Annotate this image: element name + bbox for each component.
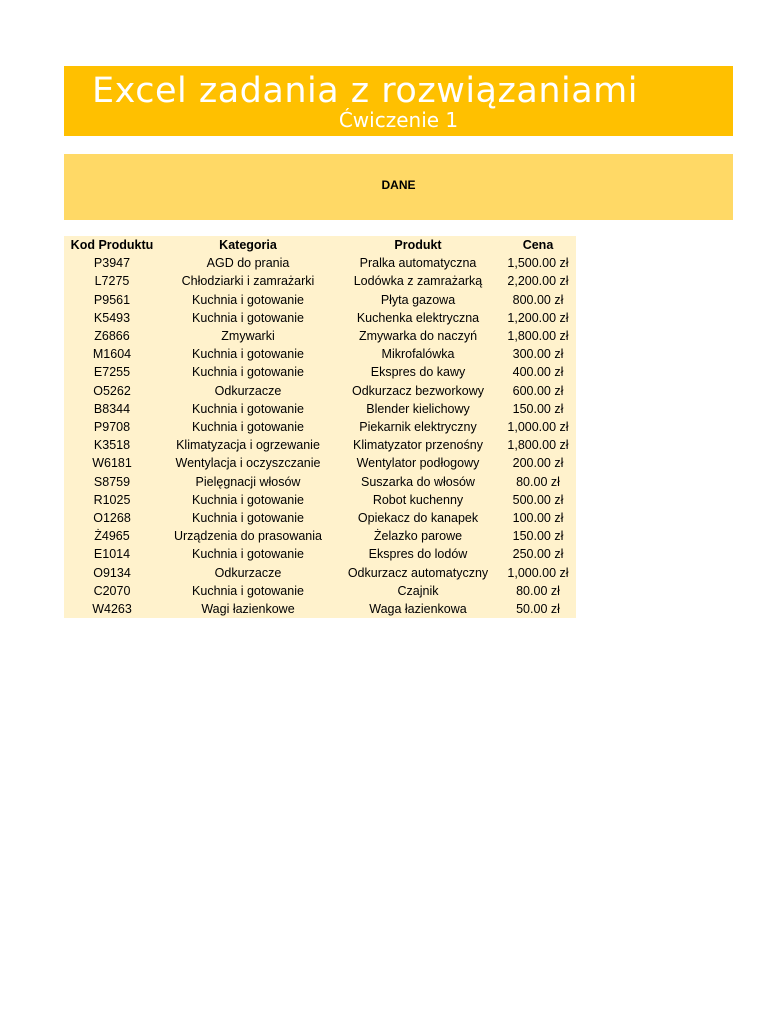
cell-cena[interactable]: 800.00 zł	[512, 292, 564, 307]
cell-kod[interactable]: K5493	[93, 310, 131, 325]
table-row	[64, 272, 576, 290]
table-row	[64, 436, 576, 454]
cell-cena[interactable]: 200.00 zł	[512, 456, 564, 471]
cell-produkt[interactable]: Suszarka do włosów	[361, 474, 475, 489]
cell-produkt[interactable]: Ekspres do lodów	[368, 547, 468, 562]
cell-kategoria[interactable]: Odkurzacze	[214, 565, 282, 580]
cell-cena[interactable]: 1,500.00 zł	[507, 256, 569, 271]
cell-kod[interactable]: L7275	[94, 274, 130, 289]
table-row	[64, 473, 576, 491]
cell-cena[interactable]: 400.00 zł	[512, 365, 564, 380]
cell-kod[interactable]: O1268	[93, 511, 131, 526]
table-row	[64, 309, 576, 327]
title-banner	[64, 66, 733, 136]
cell-kod[interactable]: W6181	[92, 456, 132, 471]
cell-kategoria[interactable]: Kuchnia i gotowanie	[192, 365, 304, 380]
table-row	[64, 254, 576, 272]
cell-cena[interactable]: 1,200.00 zł	[507, 310, 569, 325]
cell-kod[interactable]: W4263	[92, 602, 132, 617]
table-row	[64, 582, 576, 600]
cell-kategoria[interactable]: Wagi łazienkowe	[201, 602, 295, 617]
cell-produkt[interactable]: Piekarnik elektryczny	[359, 420, 477, 435]
table-row	[64, 327, 576, 345]
cell-kod[interactable]: Ż4965	[94, 529, 130, 544]
table-row	[64, 291, 576, 309]
cell-cena[interactable]: 250.00 zł	[512, 547, 564, 562]
column-header-produkt[interactable]: Produkt	[394, 238, 442, 252]
cell-kategoria[interactable]: Zmywarki	[221, 329, 275, 344]
section-banner	[64, 154, 733, 220]
cell-kategoria[interactable]: Kuchnia i gotowanie	[192, 492, 304, 507]
cell-cena[interactable]: 1,800.00 zł	[507, 438, 569, 453]
cell-produkt[interactable]: Mikrofalówka	[381, 347, 455, 362]
cell-kod[interactable]: O9134	[93, 565, 131, 580]
cell-cena[interactable]: 300.00 zł	[512, 347, 564, 362]
cell-kategoria[interactable]: Klimatyzacja i ogrzewanie	[176, 438, 320, 453]
table-row	[64, 545, 576, 563]
page-subtitle: Ćwiczenie 1	[338, 108, 459, 132]
table-row	[64, 600, 576, 618]
cell-cena[interactable]: 150.00 zł	[512, 401, 564, 416]
cell-kategoria[interactable]: Odkurzacze	[214, 383, 282, 398]
cell-kod[interactable]: K3518	[93, 438, 131, 453]
cell-cena[interactable]: 100.00 zł	[512, 511, 564, 526]
cell-produkt[interactable]: Blender kielichowy	[366, 401, 470, 416]
cell-produkt[interactable]: Klimatyzator przenośny	[353, 438, 483, 453]
cell-kategoria[interactable]: Kuchnia i gotowanie	[192, 583, 304, 598]
cell-cena[interactable]: 1,800.00 zł	[507, 329, 569, 344]
cell-produkt[interactable]: Lodówka z zamrażarką	[353, 274, 483, 289]
cell-kategoria[interactable]: Kuchnia i gotowanie	[192, 420, 304, 435]
cell-kod[interactable]: P3947	[93, 256, 131, 271]
cell-produkt[interactable]: Odkurzacz automatyczny	[347, 565, 489, 580]
column-header-kategoria[interactable]: Kategoria	[219, 238, 277, 252]
cell-kategoria[interactable]: Urządzenia do prasowania	[173, 529, 322, 544]
table-body	[64, 254, 576, 618]
table-row	[64, 400, 576, 418]
cell-produkt[interactable]: Waga łazienkowa	[369, 602, 467, 617]
table-row	[64, 491, 576, 509]
cell-kategoria[interactable]: AGD do prania	[206, 256, 290, 271]
cell-produkt[interactable]: Czajnik	[397, 583, 439, 598]
table-row	[64, 345, 576, 363]
cell-kategoria[interactable]: Kuchnia i gotowanie	[192, 310, 304, 325]
column-header-kod[interactable]: Kod Produktu	[70, 238, 154, 252]
cell-produkt[interactable]: Odkurzacz bezworkowy	[352, 383, 484, 398]
cell-kategoria[interactable]: Kuchnia i gotowanie	[192, 511, 304, 526]
cell-kategoria[interactable]: Kuchnia i gotowanie	[192, 547, 304, 562]
cell-cena[interactable]: 1,000.00 zł	[507, 565, 569, 580]
table-header-row	[64, 236, 576, 254]
cell-kod[interactable]: E7255	[93, 365, 131, 380]
cell-kategoria[interactable]: Kuchnia i gotowanie	[192, 401, 304, 416]
section-label: DANE	[381, 178, 416, 192]
cell-kod[interactable]: M1604	[92, 347, 132, 362]
cell-kod[interactable]: E1014	[93, 547, 131, 562]
table-row	[64, 527, 576, 545]
cell-produkt[interactable]: Ekspres do kawy	[370, 365, 466, 380]
table-row	[64, 363, 576, 381]
page-title: Excel zadania z rozwiązaniami	[92, 71, 638, 111]
cell-kod[interactable]: O5262	[93, 383, 131, 398]
table-row	[64, 564, 576, 582]
cell-kategoria[interactable]: Kuchnia i gotowanie	[192, 347, 304, 362]
cell-kod[interactable]: B8344	[93, 401, 131, 416]
cell-kod[interactable]: R1025	[93, 492, 131, 507]
cell-kategoria[interactable]: Kuchnia i gotowanie	[192, 292, 304, 307]
cell-produkt[interactable]: Zmywarka do naczyń	[358, 329, 478, 344]
cell-produkt[interactable]: Kuchenka elektryczna	[356, 310, 480, 325]
table-row	[64, 509, 576, 527]
cell-cena[interactable]: 80.00 zł	[516, 583, 560, 598]
cell-produkt[interactable]: Robot kuchenny	[372, 492, 464, 507]
cell-cena[interactable]: 150.00 zł	[512, 529, 564, 544]
cell-cena[interactable]: 50.00 zł	[516, 602, 560, 617]
cell-cena[interactable]: 80.00 zł	[516, 474, 560, 489]
cell-kod[interactable]: P9561	[93, 292, 131, 307]
cell-kod[interactable]: P9708	[93, 420, 131, 435]
cell-cena[interactable]: 2,200.00 zł	[507, 274, 569, 289]
table-row	[64, 454, 576, 472]
table-row	[64, 382, 576, 400]
table-row	[64, 418, 576, 436]
cell-kategoria[interactable]: Chłodziarki i zamrażarki	[181, 274, 315, 289]
cell-produkt[interactable]: Pralka automatyczna	[359, 256, 477, 271]
cell-produkt[interactable]: Opiekacz do kanapek	[357, 511, 479, 526]
cell-produkt[interactable]: Płyta gazowa	[380, 292, 456, 307]
cell-produkt[interactable]: Żelazko parowe	[373, 529, 463, 544]
cell-kategoria[interactable]: Wentylacja i oczyszczanie	[175, 456, 321, 471]
column-header-cena[interactable]: Cena	[522, 238, 554, 252]
products-table	[64, 236, 576, 618]
cell-cena[interactable]: 600.00 zł	[512, 383, 564, 398]
cell-produkt[interactable]: Wentylator podłogowy	[356, 456, 480, 471]
cell-kod[interactable]: C2070	[93, 583, 131, 598]
cell-kod[interactable]: S8759	[93, 474, 131, 489]
cell-cena[interactable]: 500.00 zł	[512, 492, 564, 507]
cell-cena[interactable]: 1,000.00 zł	[507, 420, 569, 435]
cell-kod[interactable]: Z6866	[94, 329, 130, 344]
cell-kategoria[interactable]: Pielęgnacji włosów	[195, 474, 301, 489]
